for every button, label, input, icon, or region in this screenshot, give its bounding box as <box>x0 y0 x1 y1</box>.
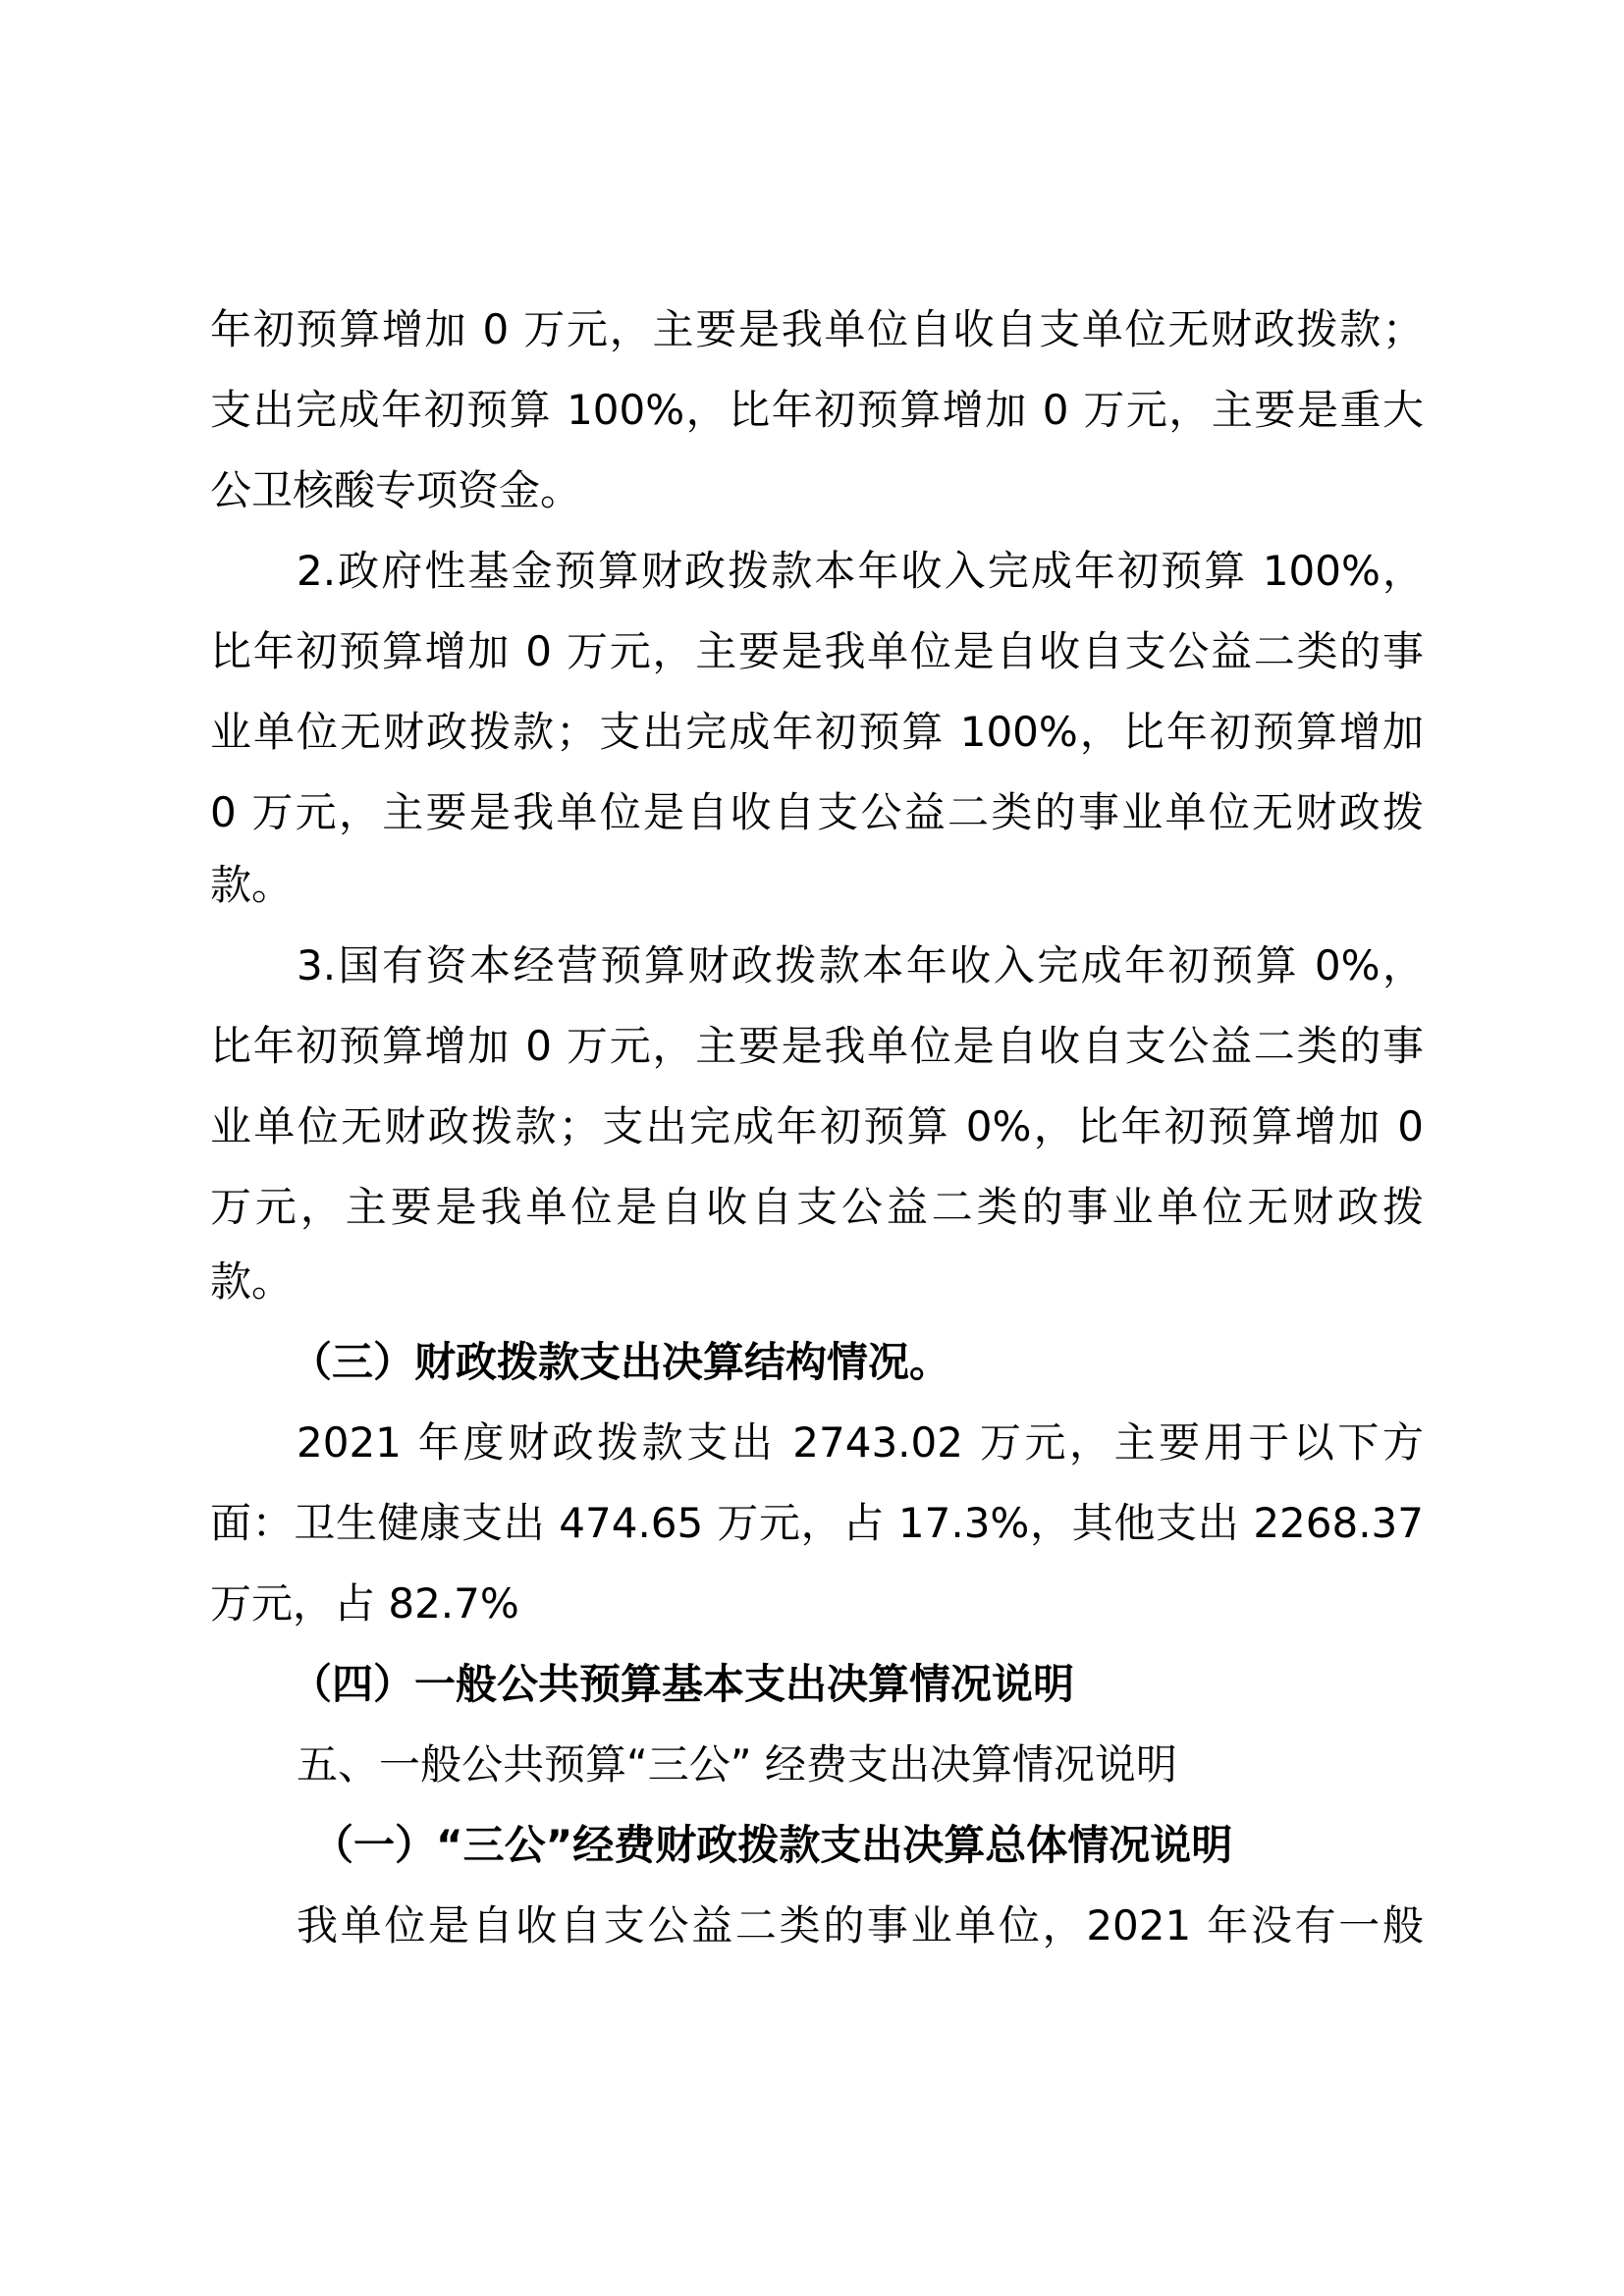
text-line: 公卫核酸专项资金。 <box>210 466 582 514</box>
text-line: 支出完成年初预算 100%，比年初预算增加 0 万元，主要是重大 <box>210 386 1424 434</box>
subsection-heading: （一）“三公”经费财政拨款支出决算总体情况说明 <box>312 1821 1233 1869</box>
text-line: 2021 年度财政拨款支出 2743.02 万元，主要用于以下方 <box>297 1418 1424 1467</box>
text-line: 款。 <box>210 861 294 909</box>
text-line: 年初预算增加 0 万元，主要是我单位自收自支单位无财政拨款； <box>210 305 1424 353</box>
text-line: 万元，主要是我单位是自收自支公益二类的事业单位无财政拨 <box>210 1183 1424 1231</box>
text-line: 比年初预算增加 0 万元，主要是我单位是自收自支公益二类的事 <box>210 627 1424 675</box>
text-line: 业单位无财政拨款；支出完成年初预算 100%，比年初预算增加 <box>210 708 1424 756</box>
text-line: 比年初预算增加 0 万元，主要是我单位是自收自支公益二类的事 <box>210 1022 1424 1070</box>
section-heading: （四）一般公共预算基本支出决算情况说明 <box>291 1660 1075 1708</box>
text-line: 万元，占 82.7% <box>210 1579 519 1628</box>
section-heading: 五、一般公共预算“三公” 经费支出决算情况说明 <box>297 1740 1177 1789</box>
text-line: 3.国有资本经营预算财政拨款本年收入完成年初预算 0%， <box>297 941 1424 989</box>
text-line: 2.政府性基金预算财政拨款本年收入完成年初预算 100%， <box>297 547 1424 595</box>
text-line: 我单位是自收自支公益二类的事业单位，2021 年没有一般 <box>297 1901 1424 1949</box>
text-line: 0 万元，主要是我单位是自收自支公益二类的事业单位无财政拨 <box>210 788 1424 836</box>
text-line: 款。 <box>210 1257 294 1306</box>
text-line: 业单位无财政拨款；支出完成年初预算 0%，比年初预算增加 0 <box>210 1102 1424 1150</box>
text-line: 面：卫生健康支出 474.65 万元，占 17.3%，其他支出 2268.37 <box>210 1499 1424 1547</box>
section-heading: （三）财政拨款支出决算结构情况。 <box>291 1338 951 1386</box>
